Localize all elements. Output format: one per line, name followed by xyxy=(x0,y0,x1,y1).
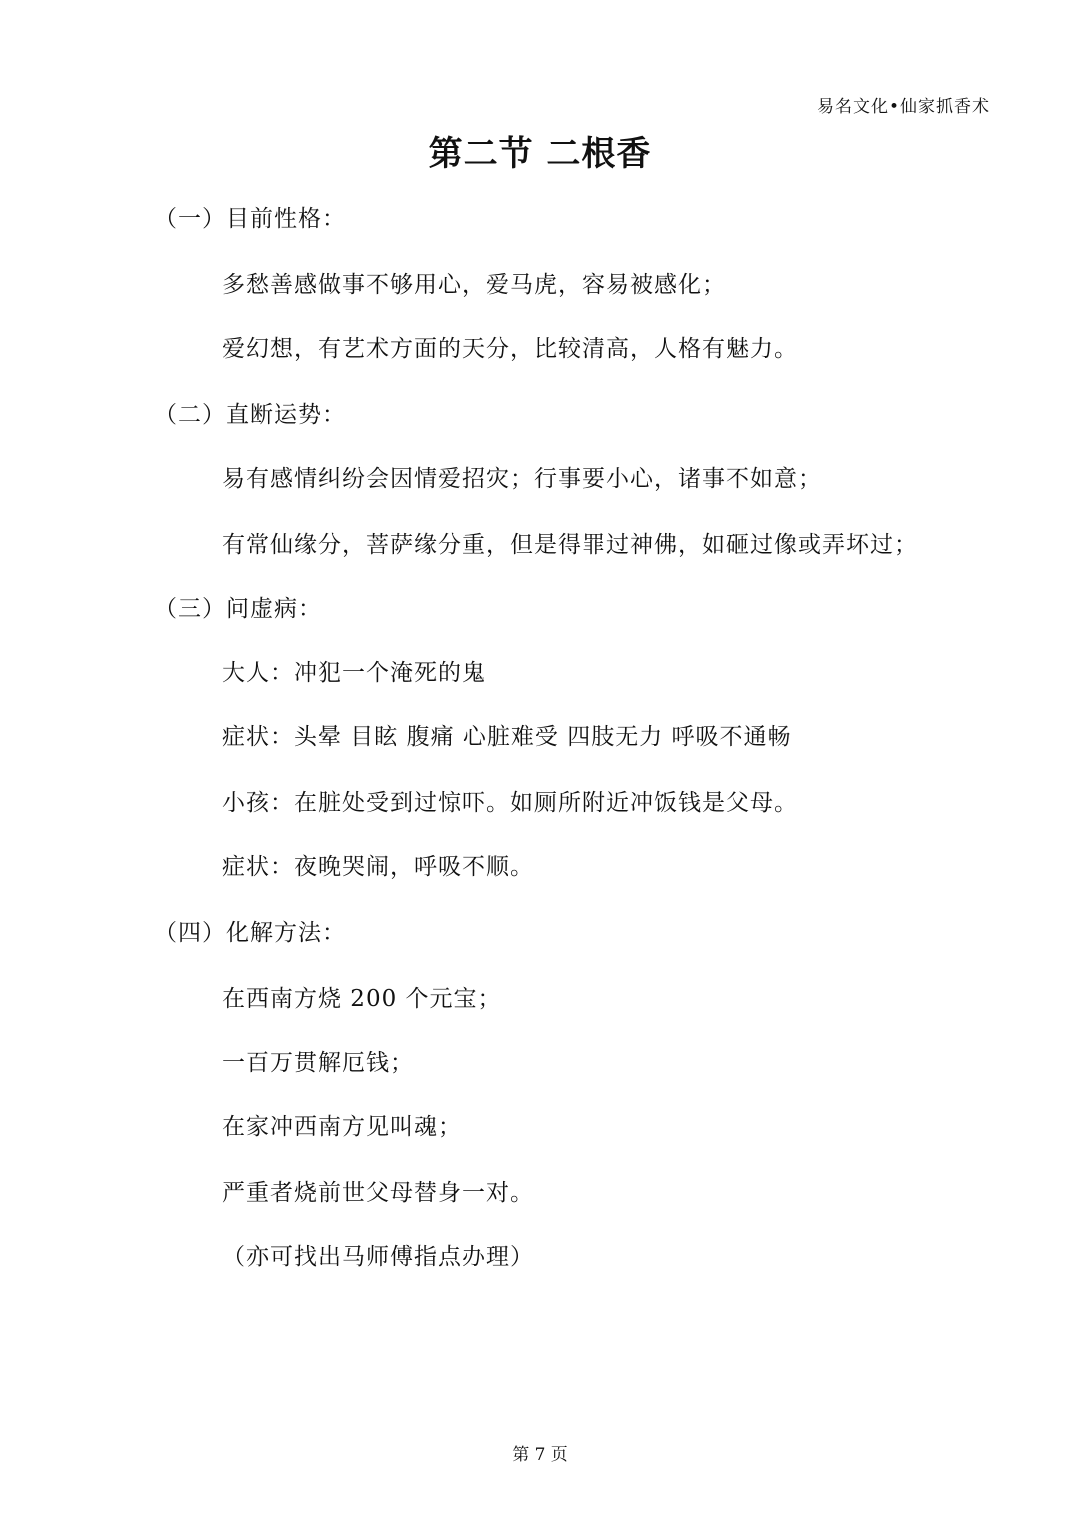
page-number: 第 7 页 xyxy=(512,1445,568,1465)
body-line: 爱幻想，有艺术方面的天分，比较清高，人格有魅力。 xyxy=(222,336,798,362)
body-line: 大人：冲犯一个淹死的鬼 xyxy=(222,660,486,686)
body-line: 易有感情纠纷会因情爱招灾；行事要小心，诸事不如意； xyxy=(222,466,822,492)
section-heading-illness: （三）问虚病： xyxy=(154,596,322,622)
body-line: 多愁善感做事不够用心，爱马虎，容易被感化； xyxy=(222,272,726,298)
body-line: 在西南方烧 200 个元宝； xyxy=(222,986,502,1012)
running-header: 易名文化•仙家抓香术 xyxy=(816,97,990,117)
body-line: 小孩：在脏处受到过惊吓。如厕所附近冲饭钱是父母。 xyxy=(222,790,798,816)
body-line: 有常仙缘分，菩萨缘分重，但是得罪过神佛，如砸过像或弄坏过； xyxy=(222,532,918,558)
body-line: 症状：夜晚哭闹，呼吸不顺。 xyxy=(222,854,534,880)
body-line: （亦可找出马师傅指点办理） xyxy=(222,1244,534,1270)
section-heading-personality: （一）目前性格： xyxy=(154,206,346,232)
body-line: 症状：头晕 目眩 腹痛 心脏难受 四肢无力 呼吸不通畅 xyxy=(222,724,792,750)
section-title: 第二节 二根香 xyxy=(428,134,652,174)
section-heading-remedy: （四）化解方法： xyxy=(154,920,346,946)
body-line: 严重者烧前世父母替身一对。 xyxy=(222,1180,534,1206)
body-line: 在家冲西南方见叫魂； xyxy=(222,1114,462,1140)
body-line: 一百万贯解厄钱； xyxy=(222,1050,414,1076)
section-heading-fortune: （二）直断运势： xyxy=(154,402,346,428)
